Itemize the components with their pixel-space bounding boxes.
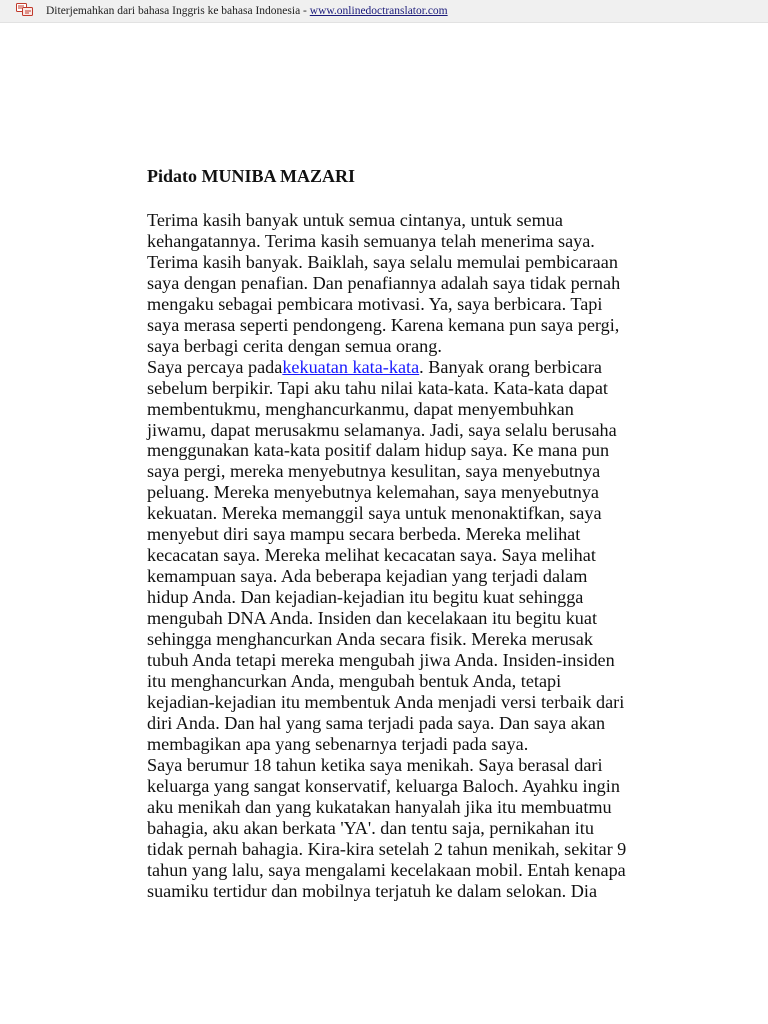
words-power-link[interactable]: kekuatan kata-kata	[282, 356, 420, 377]
text-line: keluarga yang sangat konservatif, keluarga Baloch. Ayahku ingin	[147, 775, 620, 796]
document-title: Pidato MUNIBA MAZARI	[147, 166, 356, 186]
text-line: itu menghancurkan Anda, mengubah bentuk Anda, tetapi	[147, 670, 562, 691]
text-line: Terima kasih banyak. Baiklah, saya selalu memulai pembicaraan	[147, 251, 618, 272]
text-line: tubuh Anda tetapi mereka mengubah jiwa Anda. Insiden-insiden	[147, 650, 615, 671]
text-line: hidup Anda. Dan kejadian-kejadian itu begitu kuat sehingga	[147, 587, 584, 608]
text-line: tahun yang lalu, saya mengalami kecelakaan mobil. Entah kenapa	[147, 859, 626, 880]
text-line: menyebut diri saya mampu secara berbeda. Mereka melihat	[147, 524, 581, 545]
text-line: Saya berumur 18 tahun ketika saya menikah. Saya berasal dari	[147, 754, 603, 775]
text-line: saya pergi, mereka menyebutnya kesulitan, saya menyebutnya	[147, 461, 601, 482]
text-line: Terima kasih banyak untuk semua cintanya, untuk semua	[147, 210, 563, 230]
text-line: saya merasa seperti pendongeng. Karena kemana pun saya pergi,	[147, 314, 620, 335]
text-line: peluang. Mereka menyebutnya kelemahan, saya menyebutnya	[147, 482, 599, 503]
banner-text	[46, 5, 448, 17]
text-line: mengaku sebagai pembicara motivasi. Ya, saya berbicara. Tapi	[147, 293, 603, 314]
paragraph-3	[147, 755, 662, 902]
paragraph-1	[147, 210, 662, 357]
text-line: kejadian-kejadian itu membentuk Anda menjadi versi terbaik dari	[147, 691, 625, 712]
text-line: saya dengan penafian. Dan penafiannya adalah saya tidak pernah	[147, 272, 621, 293]
text-line: menggunakan kata-kata positif dalam hidup saya. Ke mana pun	[147, 440, 610, 461]
text-line: membagikan apa yang sebenarnya terjadi pada saya.	[147, 733, 529, 754]
text-line: tidak pernah bahagia. Kira-kira setelah 2 tahun menikah, sekitar 9	[147, 838, 627, 859]
text-line: diri Anda. Dan hal yang sama terjadi pada saya. Dan saya akan	[147, 712, 606, 733]
paragraph-2	[147, 357, 662, 755]
text-line: sehingga menghancurkan Anda secara fisik. Mereka merusak	[147, 629, 593, 650]
document-page	[147, 163, 662, 901]
translator-banner	[0, 0, 768, 23]
text-line: sebelum berpikir. Tapi aku tahu nilai kata-kata. Kata-kata dapat	[147, 377, 608, 398]
text-line: kekuatan. Mereka memanggil saya untuk menonaktifkan, saya	[147, 503, 602, 524]
text-line: mengubah DNA Anda. Insiden dan kecelakaan itu begitu kuat	[147, 608, 598, 629]
text-line: membentukmu, menghancurkanmu, dapat menyembuhkan	[147, 398, 574, 419]
text-line: aku menikah dan yang kukatakan hanyalah jika itu membuatmu	[147, 796, 612, 817]
text-line: kemampuan saya. Ada beberapa kejadian yang terjadi dalam	[147, 566, 588, 587]
text-line: jiwamu, dapat merusakmu selamanya. Jadi, saya selalu berusaha	[147, 419, 617, 440]
text-fragment: . Banyak orang berbicara	[419, 356, 602, 377]
text-line	[147, 357, 662, 378]
text-line: kecacatan saya. Mereka melihat kecacatan saya. Saya melihat	[147, 545, 596, 566]
translator-link[interactable]: www.onlinedoctranslator.com	[309, 5, 448, 17]
text-line: suamiku tertidur dan mobilnya terjatuh ke dalam selokan. Dia	[147, 880, 598, 901]
text-line: kehangatannya. Terima kasih semuanya telah menerima saya.	[147, 230, 595, 251]
text-line: bahagia, aku akan berkata 'YA'. dan tentu saja, pernikahan itu	[147, 817, 594, 838]
text-fragment: Saya percaya pada	[147, 356, 283, 377]
text-line: saya berbagi cerita dengan semua orang.	[147, 335, 442, 356]
banner-label: Diterjemahkan dari bahasa Inggris ke bahasa Indonesia -	[46, 5, 310, 17]
translate-icon	[16, 3, 34, 17]
